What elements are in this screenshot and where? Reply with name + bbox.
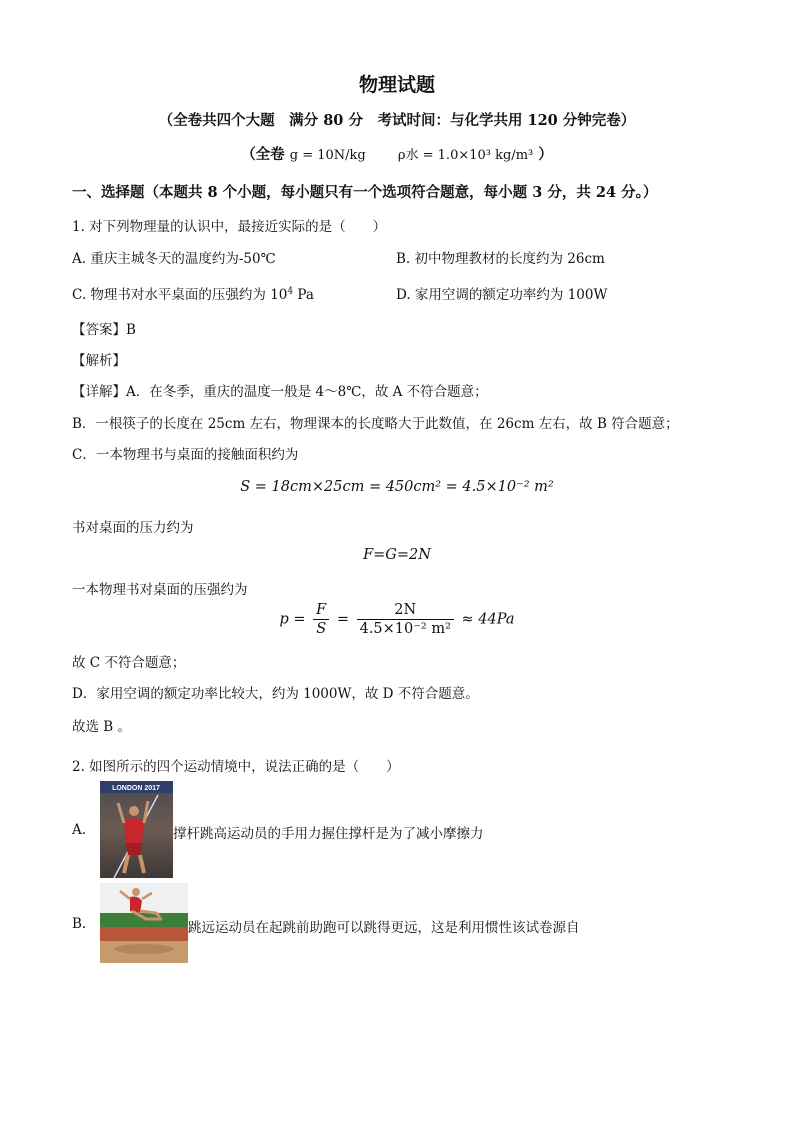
photo-caption: LONDON 2017 <box>112 785 160 792</box>
q1-detail-c1: C．一本物理书与桌面的接触面积约为 <box>72 447 299 463</box>
section-heading: 一、选择题（本题共 8 个小题，每小题只有一个选项符合题意，每小题 3 分，共 24 分。） <box>72 184 658 201</box>
gravity-constant: g = 10N/kg <box>289 148 366 163</box>
q1-detail-c4: 故 C 不符合题意； <box>72 655 186 671</box>
q1-answer: 【答案】B <box>72 322 136 338</box>
q1-option-b: B. 初中物理教材的长度约为 26cm <box>396 251 605 267</box>
q1-option-c <box>72 283 314 303</box>
constants-suffix: ） <box>538 146 553 163</box>
page-title: 物理试题 <box>358 74 435 96</box>
q2-option-a-label: A. <box>72 822 87 838</box>
equation-force-text: F=G=2N <box>363 547 431 563</box>
fraction-values <box>357 602 454 637</box>
fraction-numerator: F <box>313 602 329 620</box>
equation-area-text: S = 18cm×25cm = 450cm² = 4.5×10⁻² m² <box>240 479 554 495</box>
equation-force <box>0 547 794 563</box>
q2-option-a-text: 撑杆跳高运动员的手用力握住撑杆是为了减小摩擦力 <box>173 826 484 842</box>
pole-vault-photo <box>100 781 173 878</box>
fraction-denominator: 4.5×10⁻² m² <box>359 621 451 637</box>
q1-conclusion: 故选 B 。 <box>72 719 132 735</box>
q1-option-d: D. 家用空调的额定功率约为 100W <box>396 287 608 303</box>
q1-detail-c3: 一本物理书对桌面的压强约为 <box>72 582 248 598</box>
exam-constants <box>0 143 794 164</box>
equation-area <box>0 479 794 495</box>
equation-pressure-rhs: ≈ 44Pa <box>461 611 515 628</box>
q1-detail-a: 【详解】A．在冬季，重庆的温度一般是 4～8℃，故 A 不符合题意； <box>72 384 488 400</box>
q1-option-a: A. 重庆主城冬天的温度约为-50℃ <box>72 251 276 267</box>
fraction-numerator: 2N <box>357 602 454 620</box>
water-density-constant: ρ水 = 1.0×10³ kg/m³ <box>397 148 534 163</box>
q2-option-b-label: B. <box>72 916 87 932</box>
constants-prefix: （全卷 <box>241 146 285 163</box>
long-jump-photo <box>100 883 188 963</box>
fraction-f-over-s <box>313 602 329 637</box>
exam-subtitle: （全卷共四个大题 满分 80 分 考试时间：与化学共用 120 分钟完卷） <box>158 112 636 129</box>
q1-detail-b: B．一根筷子的长度在 25cm 左右，物理课本的长度略大于此数值，在 26cm 左右，故 B 符合题意； <box>72 416 679 432</box>
q1-stem: 1. 对下列物理量的认识中，最接近实际的是（ ） <box>72 219 387 235</box>
q1-analysis-label: 【解析】 <box>72 353 126 369</box>
q1-detail-d: D．家用空调的额定功率比较大，约为 1000W，故 D 不符合题意。 <box>72 686 479 702</box>
q1-detail-c2: 书对桌面的压力约为 <box>72 520 194 536</box>
fraction-denominator: S <box>316 621 327 637</box>
equation-pressure: p = $\frac{F}{S}$ = $\frac{2N}{\text{4.5×10⁻² m²}}$ ≈ 44Pa <box>279 602 515 637</box>
q2-option-b-text: 跳远运动员在起跳前助跑可以跳得更远，这是利用惯性该试卷源自 <box>188 920 580 936</box>
q1-option-c-pre: C. 物理书对水平桌面的压强约为 10 <box>72 287 288 303</box>
q1-option-c-exp: 4 <box>287 286 294 297</box>
q2-stem: 2. 如图所示的四个运动情境中，说法正确的是（ ） <box>72 759 400 775</box>
q1-option-c-post: Pa <box>293 287 314 303</box>
equation-pressure-lhs: p = <box>279 611 306 628</box>
